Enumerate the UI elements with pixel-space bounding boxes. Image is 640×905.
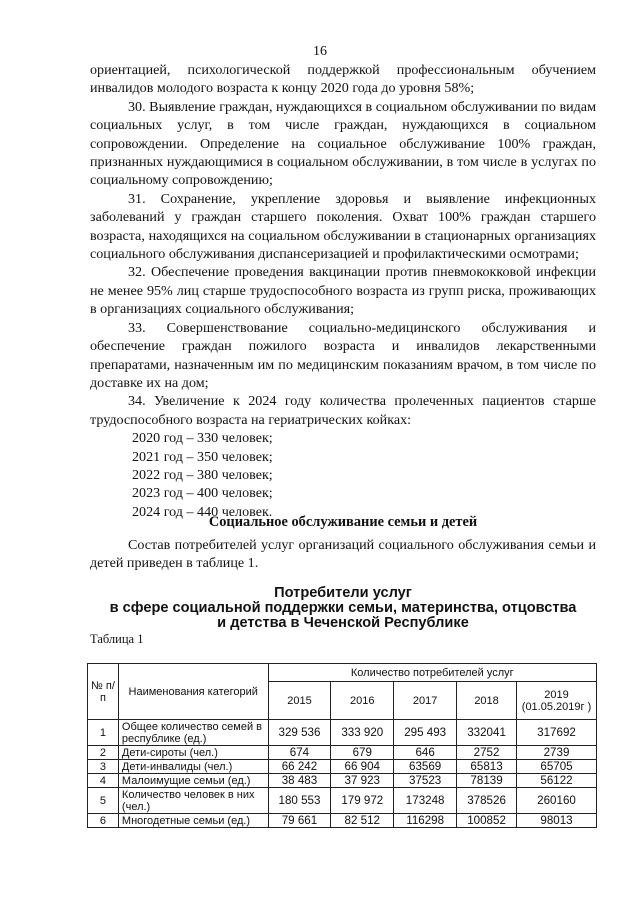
paragraph: 32. Обеспечение проведения вакцинации против пневмококковой инфекции не менее 95% лиц старше трудоспособного возраста из групп риска, проживающих в организациях социального обслуживания;: [90, 264, 596, 318]
header-year: 2016: [331, 682, 394, 720]
row-category: Многодетные семьи (ед.): [118, 814, 268, 828]
row-value: 378526: [457, 788, 517, 814]
row-value: 37 923: [331, 774, 394, 788]
row-category: Дети-инвалиды (чел.): [118, 760, 268, 774]
row-value: 332041: [457, 720, 517, 746]
row-category: Общее количество семей в республике (ед.): [118, 720, 268, 746]
row-number: 1: [88, 720, 119, 746]
row-category: Малоимущие семьи (ед.): [118, 774, 268, 788]
paragraph: 30. Выявление граждан, нуждающихся в социальном обслуживании по видам социальных услуг, в том числе граждан, нуждающихся в социальном сопровождении. Определение на социальное обслуживание 100% граждан, признанных нуждающимися в социальном обслуживании, в том числе в услугах по социальному сопровождению;: [90, 98, 596, 189]
consumers-table: [87, 663, 597, 828]
header-category: Наименования категорий: [118, 664, 268, 720]
row-value: 674: [268, 746, 331, 760]
table-row: [88, 774, 597, 788]
row-value: 65813: [457, 760, 517, 774]
row-value: 66 904: [331, 760, 394, 774]
table-title-line: Потребители услуг: [274, 585, 412, 601]
row-value: 79 661: [268, 814, 331, 828]
row-value: 295 493: [394, 720, 457, 746]
year-target-item: 2024 год – 440 человек.: [132, 503, 273, 520]
row-value: 2752: [457, 746, 517, 760]
section-intro: Состав потребителей услуг организаций социального обслуживания семьи и детей приведен в таблице 1.: [90, 537, 596, 572]
row-value: 329 536: [268, 720, 331, 746]
row-category: Дети-сироты (чел.): [118, 746, 268, 760]
paragraph: 33. Совершенствование социально-медицинского обслуживания и обеспечение граждан пожилого возраста и инвалидов лекарственными препаратами, назначенным им по медицинским показаниям врачом, в том числе по доставке их на дом;: [90, 319, 596, 391]
row-value: 82 512: [331, 814, 394, 828]
header-count-group: Количество потребителей услуг: [268, 664, 596, 682]
row-number: 4: [88, 774, 119, 788]
row-value: 116298: [394, 814, 457, 828]
row-value: 65705: [517, 760, 597, 774]
row-value: 66 242: [268, 760, 331, 774]
table-title: [90, 586, 596, 631]
table-row: [88, 720, 597, 746]
row-value: 37523: [394, 774, 457, 788]
paragraph: ориентацией, психологической поддержкой профессиональным обучением инвалидов молодого возраста к концу 2020 года до уровня 58%;: [90, 62, 596, 97]
row-value: 98013: [517, 814, 597, 828]
row-number: 6: [88, 814, 119, 828]
year-target-list: [90, 429, 596, 521]
year-target-item: 2023 год – 400 человек;: [132, 485, 273, 502]
paragraph: 34. Увеличение к 2024 году количества пролеченных пациентов старше трудоспособного возраста на гериатрических койках:: [90, 393, 596, 428]
row-value: 100852: [457, 814, 517, 828]
row-value: 179 972: [331, 788, 394, 814]
row-value: 333 920: [331, 720, 394, 746]
page-number: 16: [313, 44, 327, 59]
row-value: 646: [394, 746, 457, 760]
row-number: 5: [88, 788, 119, 814]
table-row: [88, 788, 597, 814]
row-number: 3: [88, 760, 119, 774]
row-value: 63569: [394, 760, 457, 774]
year-target-item: 2021 год – 350 человек;: [132, 448, 273, 465]
table-title-line: в сфере социальной поддержки семьи, материнства, отцовства: [109, 600, 577, 616]
year-target-item: 2022 год – 380 человек;: [132, 466, 273, 483]
row-value: 56122: [517, 774, 597, 788]
header-year: 2019 (01.05.2019г ): [517, 682, 597, 720]
row-value: 317692: [517, 720, 597, 746]
table-row: [88, 746, 597, 760]
row-number: 2: [88, 746, 119, 760]
row-value: 78139: [457, 774, 517, 788]
table-label: Таблица 1: [90, 632, 144, 646]
row-value: 180 553: [268, 788, 331, 814]
table-body: [88, 720, 597, 828]
table-row: [88, 814, 597, 828]
row-category: Количество человек в них (чел.): [118, 788, 268, 814]
header-number: № п/п: [88, 664, 119, 720]
table-row: [88, 760, 597, 774]
paragraph: 31. Сохранение, укрепление здоровья и выявление инфекционных заболеваний у граждан старшего поколения. Охват 100% граждан старшего возраста, находящихся на социальном обслуживании в стационарных организациях социального обслуживания диспансеризацией и профилактическими осмотрами;: [90, 190, 596, 263]
row-value: 2739: [517, 746, 597, 760]
header-year: 2015: [268, 682, 331, 720]
header-year: 2018: [457, 682, 517, 720]
row-value: 260160: [517, 788, 597, 814]
header-year: 2017: [394, 682, 457, 720]
row-value: 38 483: [268, 774, 331, 788]
section-title: Социальное обслуживание семьи и детей: [208, 514, 478, 530]
body-text: [90, 61, 596, 521]
row-value: 679: [331, 746, 394, 760]
year-target-item: 2020 год – 330 человек;: [132, 430, 273, 447]
table-title-line: и детства в Чеченской Республике: [217, 615, 469, 631]
row-value: 173248: [394, 788, 457, 814]
paragraph-list: [90, 61, 596, 429]
